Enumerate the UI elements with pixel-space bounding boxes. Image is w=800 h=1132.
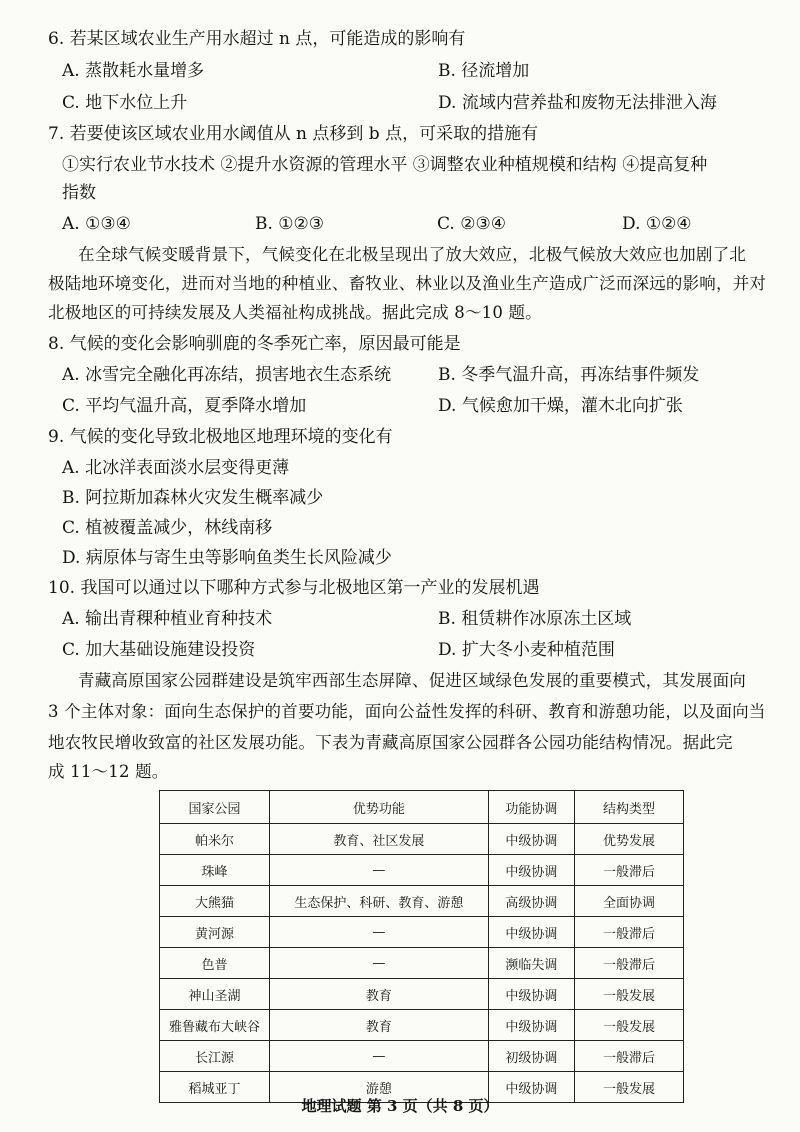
question-7-option-b: B. ①②③ [255, 214, 325, 234]
structure-type-cell: 一般滞后 [575, 1041, 684, 1072]
park-name-cell: 雅鲁藏布大峡谷 [160, 1010, 270, 1041]
structure-type-cell: 一般发展 [575, 1010, 684, 1041]
coordination-cell: 中级协调 [488, 824, 574, 855]
structure-type-cell: 一般滞后 [575, 917, 684, 948]
passage-2-line-4: 成 11～12 题。 [48, 762, 169, 781]
question-9-option-a: A. 北冰洋表面淡水层变得更薄 [62, 458, 290, 478]
park-name-cell: 长江源 [160, 1041, 270, 1072]
question-8-option-b: B. 冬季气温升高，再冻结事件频发 [438, 365, 700, 385]
question-10-option-d: D. 扩大冬小麦种植范围 [438, 640, 615, 660]
advantage-function-cell: — [269, 1041, 488, 1072]
question-9-stem: 9. 气候的变化导致北极地区地理环境的变化有 [48, 427, 393, 447]
question-8-stem: 8. 气候的变化会影响驯鹿的冬季死亡率，原因最可能是 [48, 334, 461, 354]
question-7-option-c: C. ②③④ [437, 214, 506, 234]
structure-type-cell: 全面协调 [575, 886, 684, 917]
structure-type-cell: 一般发展 [575, 979, 684, 1010]
table-header-cell: 优势功能 [269, 791, 488, 824]
park-name-cell: 帕米尔 [160, 824, 270, 855]
question-6-option-a: A. 蒸散耗水量增多 [62, 61, 205, 81]
table-row [160, 1010, 684, 1041]
page-footer: 地理试题 第 3 页（共 8 页） [301, 1097, 499, 1115]
passage-2-line-1: 青藏高原国家公园群建设是筑牢西部生态屏障、促进区域绿色发展的重要模式，其发展面向 [78, 671, 746, 690]
table-row [160, 1041, 684, 1072]
structure-type-cell: 一般滞后 [575, 855, 684, 886]
table-header-cell: 国家公园 [160, 791, 270, 824]
advantage-function-cell: 教育 [269, 1010, 488, 1041]
park-name-cell: 大熊猫 [160, 886, 270, 917]
park-name-cell: 黄河源 [160, 917, 270, 948]
coordination-cell: 中级协调 [488, 855, 574, 886]
table-header-cell: 功能协调 [488, 791, 574, 824]
question-9-option-d: D. 病原体与寄生虫等影响鱼类生长风险减少 [62, 548, 392, 568]
table-header-row [160, 791, 684, 824]
advantage-function-cell: 教育、社区发展 [269, 824, 488, 855]
structure-type-cell: 优势发展 [575, 824, 684, 855]
coordination-cell: 高级协调 [488, 886, 574, 917]
question-8-option-a: A. 冰雪完全融化再冻结，损害地衣生态系统 [62, 365, 392, 385]
passage-1-line-1: 在全球气候变暖背景下，气候变化在北极呈现出了放大效应，北极气候放大效应也加剧了北 [78, 245, 746, 264]
advantage-function-cell: — [269, 855, 488, 886]
table-row [160, 886, 684, 917]
question-10-option-c: C. 加大基础设施建设投资 [62, 640, 256, 660]
question-9-option-b: B. 阿拉斯加森林火灾发生概率减少 [62, 488, 324, 508]
park-name-cell: 稻城亚丁 [160, 1072, 270, 1103]
question-6-option-c: C. 地下水位上升 [62, 93, 188, 113]
advantage-function-cell: — [269, 948, 488, 979]
park-name-cell: 色普 [160, 948, 270, 979]
question-7-option-d: D. ①②④ [622, 214, 692, 234]
question-8-option-d: D. 气候愈加干燥，灌木北向扩张 [438, 396, 683, 416]
table-row [160, 948, 684, 979]
question-7-stem: 7. 若要使该区域农业用水阈值从 n 点移到 b 点，可采取的措施有 [48, 124, 539, 144]
advantage-function-cell: 教育 [269, 979, 488, 1010]
question-6-stem: 6. 若某区域农业生产用水超过 n 点，可能造成的影响有 [48, 29, 466, 49]
coordination-cell: 濒临失调 [488, 948, 574, 979]
passage-1-line-3: 北极地区的可持续发展及人类福祉构成挑战。据此完成 8～10 题。 [48, 303, 542, 322]
question-7-items: ①实行农业节水技术 ②提升水资源的管理水平 ③调整农业种植规模和结构 ④提高复种 [62, 155, 708, 175]
passage-2-line-2: 3 个主体对象：面向生态保护的首要功能，面向公益性发挥的科研、教育和游憩功能，以及面向当 [48, 702, 766, 721]
question-10-option-b: B. 租赁耕作冰原冻土区域 [438, 609, 632, 629]
park-name-cell: 神山圣湖 [160, 979, 270, 1010]
question-10-option-a: A. 输出青稞种植业育种技术 [62, 609, 273, 629]
passage-2-line-3: 地农牧民增收致富的社区发展功能。下表为青藏高原国家公园群各公园功能结构情况。据此完 [48, 733, 733, 752]
table-header-cell: 结构类型 [575, 791, 684, 824]
coordination-cell: 中级协调 [488, 1072, 574, 1103]
question-10-stem: 10. 我国可以通过以下哪种方式参与北极地区第一产业的发展机遇 [48, 578, 540, 598]
coordination-cell: 初级协调 [488, 1041, 574, 1072]
question-9-option-c: C. 植被覆盖减少，林线南移 [62, 518, 273, 538]
table-row [160, 824, 684, 855]
table-row [160, 979, 684, 1010]
question-7-items-cont: 指数 [62, 183, 96, 203]
advantage-function-cell: 生态保护、科研、教育、游憩 [269, 886, 488, 917]
coordination-cell: 中级协调 [488, 917, 574, 948]
question-7-option-a: A. ①③④ [62, 214, 131, 234]
structure-type-cell: 一般发展 [575, 1072, 684, 1103]
coordination-cell: 中级协调 [488, 979, 574, 1010]
park-function-table [159, 790, 684, 1103]
advantage-function-cell: — [269, 917, 488, 948]
question-8-option-c: C. 平均气温升高，夏季降水增加 [62, 396, 307, 416]
question-6-option-d: D. 流域内营养盐和废物无法排泄入海 [438, 93, 717, 113]
question-6-option-b: B. 径流增加 [438, 61, 530, 81]
structure-type-cell: 一般滞后 [575, 948, 684, 979]
advantage-function-cell: 游憩 [269, 1072, 488, 1103]
passage-1-line-2: 极陆地环境变化，进而对当地的种植业、畜牧业、林业以及渔业生产造成广泛而深远的影响，并对 [48, 274, 767, 293]
table-row [160, 855, 684, 886]
coordination-cell: 中级协调 [488, 1010, 574, 1041]
table-row [160, 917, 684, 948]
park-name-cell: 珠峰 [160, 855, 270, 886]
